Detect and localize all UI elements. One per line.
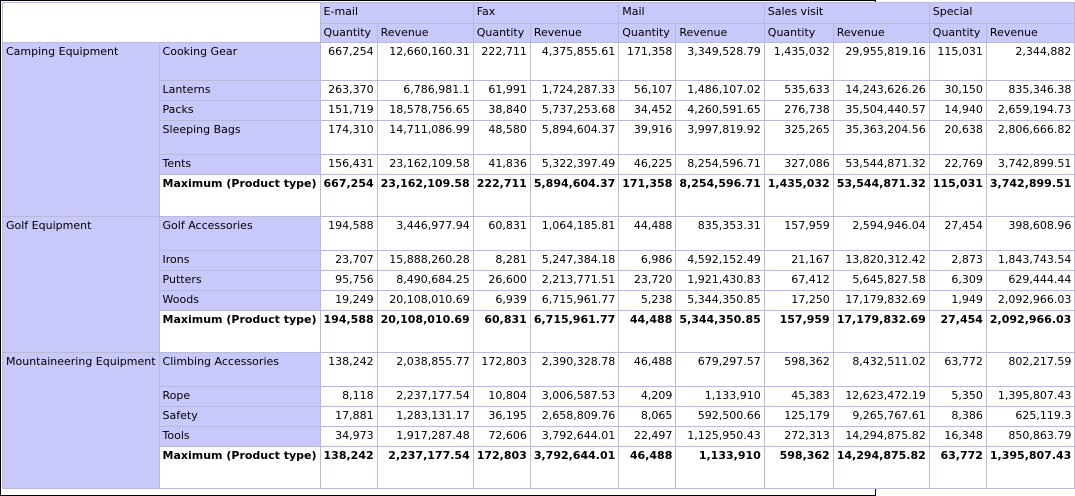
quantity-cell: 174,310	[320, 121, 377, 155]
revenue-cell: 8,254,596.71	[676, 175, 764, 217]
quantity-cell: 41,836	[473, 155, 530, 175]
table-row	[3, 121, 1075, 155]
revenue-cell: 5,894,604.37	[530, 121, 618, 155]
revenue-cell: 12,623,472.19	[833, 387, 929, 407]
quantity-cell: 30,150	[929, 81, 986, 101]
quantity-cell: 4,209	[619, 387, 676, 407]
column-header-quantity: Quantity	[619, 24, 676, 43]
row-header-category: Golf Equipment	[3, 217, 160, 353]
revenue-cell: 20,108,010.69	[377, 291, 473, 311]
column-header-mail: Mail	[619, 3, 765, 24]
row-header-category: Camping Equipment	[3, 43, 160, 217]
quantity-cell: 222,711	[473, 43, 530, 81]
revenue-cell: 398,608.96	[986, 217, 1074, 251]
quantity-cell: 10,804	[473, 387, 530, 407]
column-header-quantity: Quantity	[320, 24, 377, 43]
table-row	[3, 427, 1075, 447]
quantity-cell: 16,348	[929, 427, 986, 447]
revenue-cell: 2,390,328.78	[530, 353, 618, 387]
quantity-cell: 8,281	[473, 251, 530, 271]
row-header-product: Sleeping Bags	[159, 121, 320, 155]
quantity-cell: 60,831	[473, 311, 530, 353]
revenue-cell: 1,395,807.43	[986, 387, 1074, 407]
quantity-cell: 327,086	[764, 155, 833, 175]
quantity-cell: 157,959	[764, 311, 833, 353]
summary-label: Maximum (Product type)	[159, 447, 320, 489]
revenue-cell: 1,395,807.43	[986, 447, 1074, 489]
revenue-cell: 18,578,756.65	[377, 101, 473, 121]
revenue-cell: 3,997,819.92	[676, 121, 764, 155]
quantity-cell: 6,939	[473, 291, 530, 311]
revenue-cell: 5,247,384.18	[530, 251, 618, 271]
quantity-cell: 36,195	[473, 407, 530, 427]
revenue-cell: 2,594,946.04	[833, 217, 929, 251]
quantity-cell: 156,431	[320, 155, 377, 175]
column-header-fax: Fax	[473, 3, 619, 24]
table-row	[3, 407, 1075, 427]
quantity-cell: 45,383	[764, 387, 833, 407]
table-row	[3, 43, 1075, 81]
quantity-cell: 44,488	[619, 311, 676, 353]
row-header-product: Tents	[159, 155, 320, 175]
quantity-cell: 6,309	[929, 271, 986, 291]
revenue-cell: 835,346.38	[986, 81, 1074, 101]
row-header-product: Cooking Gear	[159, 43, 320, 81]
revenue-cell: 1,133,910	[676, 387, 764, 407]
revenue-cell: 53,544,871.32	[833, 155, 929, 175]
row-header-product: Safety	[159, 407, 320, 427]
quantity-cell: 263,370	[320, 81, 377, 101]
revenue-cell: 679,297.57	[676, 353, 764, 387]
revenue-cell: 5,344,350.85	[676, 291, 764, 311]
column-header-revenue: Revenue	[986, 24, 1074, 43]
revenue-cell: 1,917,287.48	[377, 427, 473, 447]
revenue-cell: 4,375,855.61	[530, 43, 618, 81]
revenue-cell: 3,792,644.01	[530, 447, 618, 489]
table-row	[3, 81, 1075, 101]
quantity-cell: 172,803	[473, 447, 530, 489]
revenue-cell: 5,344,350.85	[676, 311, 764, 353]
revenue-cell: 3,349,528.79	[676, 43, 764, 81]
revenue-cell: 1,724,287.33	[530, 81, 618, 101]
column-header-revenue: Revenue	[530, 24, 618, 43]
quantity-cell: 46,488	[619, 353, 676, 387]
corner-cell	[3, 3, 321, 43]
revenue-cell: 2,213,771.51	[530, 271, 618, 291]
revenue-cell: 23,162,109.58	[377, 175, 473, 217]
revenue-cell: 1,843,743.54	[986, 251, 1074, 271]
revenue-cell: 5,322,397.49	[530, 155, 618, 175]
quantity-cell: 8,386	[929, 407, 986, 427]
revenue-cell: 3,792,644.01	[530, 427, 618, 447]
row-header-product: Tools	[159, 427, 320, 447]
quantity-cell: 23,720	[619, 271, 676, 291]
column-header-quantity: Quantity	[929, 24, 986, 43]
quantity-cell: 115,031	[929, 175, 986, 217]
table-row	[3, 353, 1075, 387]
quantity-cell: 27,454	[929, 311, 986, 353]
quantity-cell: 222,711	[473, 175, 530, 217]
table-row	[3, 291, 1075, 311]
crosstab-table	[2, 2, 1075, 489]
quantity-cell: 194,588	[320, 217, 377, 251]
quantity-cell: 22,769	[929, 155, 986, 175]
revenue-cell: 14,243,626.26	[833, 81, 929, 101]
revenue-cell: 2,344,882	[986, 43, 1074, 81]
revenue-cell: 53,544,871.32	[833, 175, 929, 217]
quantity-cell: 325,265	[764, 121, 833, 155]
quantity-cell: 194,588	[320, 311, 377, 353]
quantity-cell: 27,454	[929, 217, 986, 251]
row-header-product: Lanterns	[159, 81, 320, 101]
quantity-cell: 14,940	[929, 101, 986, 121]
quantity-cell: 63,772	[929, 353, 986, 387]
quantity-cell: 38,840	[473, 101, 530, 121]
column-header-revenue: Revenue	[377, 24, 473, 43]
quantity-cell: 1,949	[929, 291, 986, 311]
summary-label: Maximum (Product type)	[159, 311, 320, 353]
row-header-product: Irons	[159, 251, 320, 271]
revenue-cell: 13,820,312.42	[833, 251, 929, 271]
quantity-cell: 172,803	[473, 353, 530, 387]
quantity-cell: 276,738	[764, 101, 833, 121]
revenue-cell: 1,486,107.02	[676, 81, 764, 101]
quantity-cell: 56,107	[619, 81, 676, 101]
column-header-quantity: Quantity	[764, 24, 833, 43]
revenue-cell: 1,133,910	[676, 447, 764, 489]
revenue-cell: 14,294,875.82	[833, 447, 929, 489]
quantity-cell: 5,350	[929, 387, 986, 407]
quantity-cell: 125,179	[764, 407, 833, 427]
quantity-cell: 115,031	[929, 43, 986, 81]
revenue-cell: 4,592,152.49	[676, 251, 764, 271]
quantity-cell: 272,313	[764, 427, 833, 447]
revenue-cell: 1,064,185.81	[530, 217, 618, 251]
summary-row	[3, 311, 1075, 353]
row-header-product: Climbing Accessories	[159, 353, 320, 387]
quantity-cell: 61,991	[473, 81, 530, 101]
revenue-cell: 2,237,177.54	[377, 387, 473, 407]
row-header-product: Packs	[159, 101, 320, 121]
quantity-cell: 19,249	[320, 291, 377, 311]
revenue-cell: 3,742,899.51	[986, 155, 1074, 175]
quantity-cell: 17,250	[764, 291, 833, 311]
table-row	[3, 101, 1075, 121]
revenue-cell: 850,863.79	[986, 427, 1074, 447]
method-header-row	[3, 3, 1075, 24]
revenue-cell: 8,432,511.02	[833, 353, 929, 387]
quantity-cell: 67,412	[764, 271, 833, 291]
quantity-cell: 138,242	[320, 353, 377, 387]
crosstab-body	[3, 3, 1075, 489]
quantity-cell: 2,873	[929, 251, 986, 271]
revenue-cell: 5,645,827.58	[833, 271, 929, 291]
quantity-cell: 44,488	[619, 217, 676, 251]
revenue-cell: 6,786,981.1	[377, 81, 473, 101]
quantity-cell: 46,225	[619, 155, 676, 175]
column-header-email: E-mail	[320, 3, 473, 24]
quantity-cell: 72,606	[473, 427, 530, 447]
revenue-cell: 5,737,253.68	[530, 101, 618, 121]
quantity-cell: 39,916	[619, 121, 676, 155]
row-header-product: Putters	[159, 271, 320, 291]
revenue-cell: 835,353.31	[676, 217, 764, 251]
quantity-cell: 667,254	[320, 175, 377, 217]
revenue-cell: 2,806,666.82	[986, 121, 1074, 155]
quantity-cell: 598,362	[764, 353, 833, 387]
quantity-cell: 171,358	[619, 175, 676, 217]
quantity-cell: 48,580	[473, 121, 530, 155]
quantity-cell: 46,488	[619, 447, 676, 489]
table-row	[3, 155, 1075, 175]
row-header-product: Woods	[159, 291, 320, 311]
quantity-cell: 34,973	[320, 427, 377, 447]
revenue-cell: 625,119.3	[986, 407, 1074, 427]
revenue-cell: 14,711,086.99	[377, 121, 473, 155]
revenue-cell: 17,179,832.69	[833, 291, 929, 311]
revenue-cell: 8,490,684.25	[377, 271, 473, 291]
revenue-cell: 35,363,204.56	[833, 121, 929, 155]
quantity-cell: 63,772	[929, 447, 986, 489]
quantity-cell: 157,959	[764, 217, 833, 251]
revenue-cell: 14,294,875.82	[833, 427, 929, 447]
table-row	[3, 387, 1075, 407]
column-header-quantity: Quantity	[473, 24, 530, 43]
quantity-cell: 34,452	[619, 101, 676, 121]
quantity-cell: 535,633	[764, 81, 833, 101]
revenue-cell: 3,742,899.51	[986, 175, 1074, 217]
revenue-cell: 9,265,767.61	[833, 407, 929, 427]
column-header-special: Special	[929, 3, 1075, 24]
quantity-cell: 598,362	[764, 447, 833, 489]
revenue-cell: 1,125,950.43	[676, 427, 764, 447]
row-header-product: Golf Accessories	[159, 217, 320, 251]
summary-label: Maximum (Product type)	[159, 175, 320, 217]
quantity-cell: 151,719	[320, 101, 377, 121]
revenue-cell: 2,038,855.77	[377, 353, 473, 387]
revenue-cell: 6,715,961.77	[530, 311, 618, 353]
quantity-cell: 1,435,032	[764, 175, 833, 217]
quantity-cell: 5,238	[619, 291, 676, 311]
table-row	[3, 217, 1075, 251]
quantity-cell: 8,065	[619, 407, 676, 427]
quantity-cell: 6,986	[619, 251, 676, 271]
column-header-revenue: Revenue	[833, 24, 929, 43]
column-header-revenue: Revenue	[676, 24, 764, 43]
revenue-cell: 6,715,961.77	[530, 291, 618, 311]
quantity-cell: 138,242	[320, 447, 377, 489]
revenue-cell: 2,092,966.03	[986, 291, 1074, 311]
column-header-sales-visit: Sales visit	[764, 3, 929, 24]
row-header-product: Rope	[159, 387, 320, 407]
revenue-cell: 4,260,591.65	[676, 101, 764, 121]
summary-row	[3, 175, 1075, 217]
revenue-cell: 2,237,177.54	[377, 447, 473, 489]
revenue-cell: 2,092,966.03	[986, 311, 1074, 353]
quantity-cell: 667,254	[320, 43, 377, 81]
quantity-cell: 1,435,032	[764, 43, 833, 81]
quantity-cell: 171,358	[619, 43, 676, 81]
revenue-cell: 12,660,160.31	[377, 43, 473, 81]
revenue-cell: 802,217.59	[986, 353, 1074, 387]
quantity-cell: 26,600	[473, 271, 530, 291]
revenue-cell: 5,894,604.37	[530, 175, 618, 217]
revenue-cell: 35,504,440.57	[833, 101, 929, 121]
revenue-cell: 17,179,832.69	[833, 311, 929, 353]
quantity-cell: 23,707	[320, 251, 377, 271]
revenue-cell: 1,283,131.17	[377, 407, 473, 427]
revenue-cell: 2,658,809.76	[530, 407, 618, 427]
revenue-cell: 15,888,260.28	[377, 251, 473, 271]
table-row	[3, 251, 1075, 271]
revenue-cell: 3,446,977.94	[377, 217, 473, 251]
quantity-cell: 17,881	[320, 407, 377, 427]
revenue-cell: 2,659,194.73	[986, 101, 1074, 121]
quantity-cell: 21,167	[764, 251, 833, 271]
revenue-cell: 3,006,587.53	[530, 387, 618, 407]
revenue-cell: 1,921,430.83	[676, 271, 764, 291]
quantity-cell: 60,831	[473, 217, 530, 251]
quantity-cell: 95,756	[320, 271, 377, 291]
quantity-cell: 22,497	[619, 427, 676, 447]
row-header-category: Mountaineering Equipment	[3, 353, 160, 489]
quantity-cell: 20,638	[929, 121, 986, 155]
table-row	[3, 271, 1075, 291]
quantity-cell: 8,118	[320, 387, 377, 407]
revenue-cell: 8,254,596.71	[676, 155, 764, 175]
revenue-cell: 29,955,819.16	[833, 43, 929, 81]
revenue-cell: 629,444.44	[986, 271, 1074, 291]
revenue-cell: 592,500.66	[676, 407, 764, 427]
revenue-cell: 23,162,109.58	[377, 155, 473, 175]
revenue-cell: 20,108,010.69	[377, 311, 473, 353]
summary-row	[3, 447, 1075, 489]
